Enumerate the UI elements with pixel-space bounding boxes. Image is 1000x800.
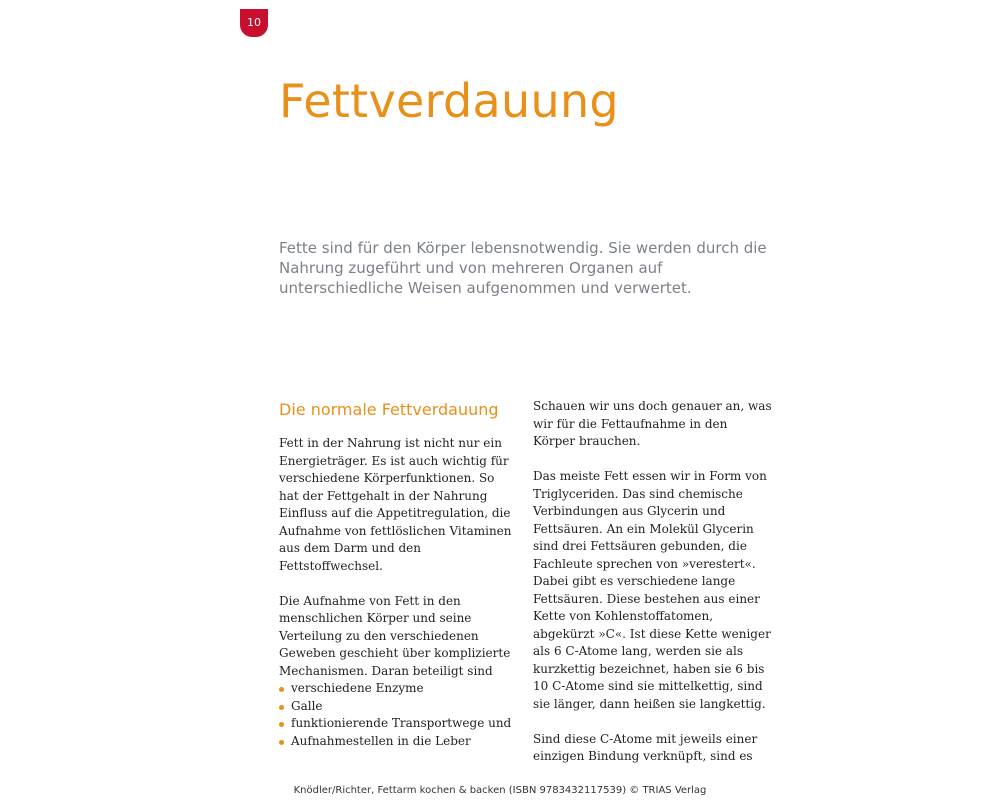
intro-paragraph: Fette sind für den Körper lebensnotwendig. Sie werden durch die Nahrung zugeführt und von mehreren Organen auf unterschiedliche Weisen aufgenommen und verwertet. <box>279 239 767 297</box>
bullet-item <box>279 698 517 716</box>
bullet-item <box>279 733 517 751</box>
bullet-dot-icon <box>279 687 284 692</box>
page-number-badge: 10 <box>240 9 268 37</box>
bullet-text: Aufnahmestellen in die Leber <box>291 733 471 748</box>
bullet-list <box>279 680 517 750</box>
bullet-item <box>279 715 517 733</box>
bullet-text: verschiedene Enzyme <box>291 681 424 695</box>
body-paragraph: Schauen wir uns doch genauer an, was wir für die Fettaufnahme in den Körper brauchen. <box>533 399 772 448</box>
bullet-text: funktionierende Transportwege und <box>291 716 512 730</box>
body-paragraph: Die Aufnahme von Fett in den menschlichen Körper und seine Verteilung zu den verschiedenen Geweben geschieht über komplizierte Mechanismen. Daran beteiligt sind <box>279 593 511 678</box>
body-paragraph: Das meiste Fett essen wir in Form von Triglyceriden. Das sind chemische Verbindungen aus Glycerin und Fettsäuren. An ein Molekül Glycerin sind drei Fettsäuren gebunden, die Fachleute sprechen von »verestert«. Dabei gibt es verschiedene lange Fettsäuren. Diese bestehen aus einer Kette von Kohlenstoffatomen, abgekürzt »C«. Ist diese Kette weniger als 6 C-Atome lang, werden sie als kurzkettig bezeichnet, haben sie 6 bis 10 C-Atome sind sie mittelkettig, sind sie länger, dann heißen sie langkettig. <box>533 469 771 711</box>
body-paragraph: Fett in der Nahrung ist nicht nur ein Energieträger. Es ist auch wichtig für verschiedene Körperfunktionen. So hat der Fettgehalt in der Nahrung Einfluss auf die Appetitregulation, die Aufnahme von fettlöslichen Vitaminen aus dem Darm und den Fettstoffwechsel. <box>279 436 512 573</box>
body-paragraph: Sind diese C-Atome mit jeweils einer einzigen Bindung verknüpft, sind es <box>533 731 758 763</box>
section-heading: Die normale Fettverdauung <box>279 400 499 419</box>
bullet-text: Galle <box>291 698 323 713</box>
bullet-item <box>279 680 517 698</box>
bullet-dot-icon <box>279 740 284 745</box>
left-column <box>279 398 517 750</box>
bullet-dot-icon <box>279 705 284 710</box>
right-column <box>533 398 773 766</box>
bullet-dot-icon <box>279 722 284 727</box>
footer-citation: Knödler/Richter, Fettarm kochen & backen (ISBN 9783432117539) © TRIAS Verlag <box>293 785 707 796</box>
page-title: Fettverdauung <box>279 74 619 128</box>
